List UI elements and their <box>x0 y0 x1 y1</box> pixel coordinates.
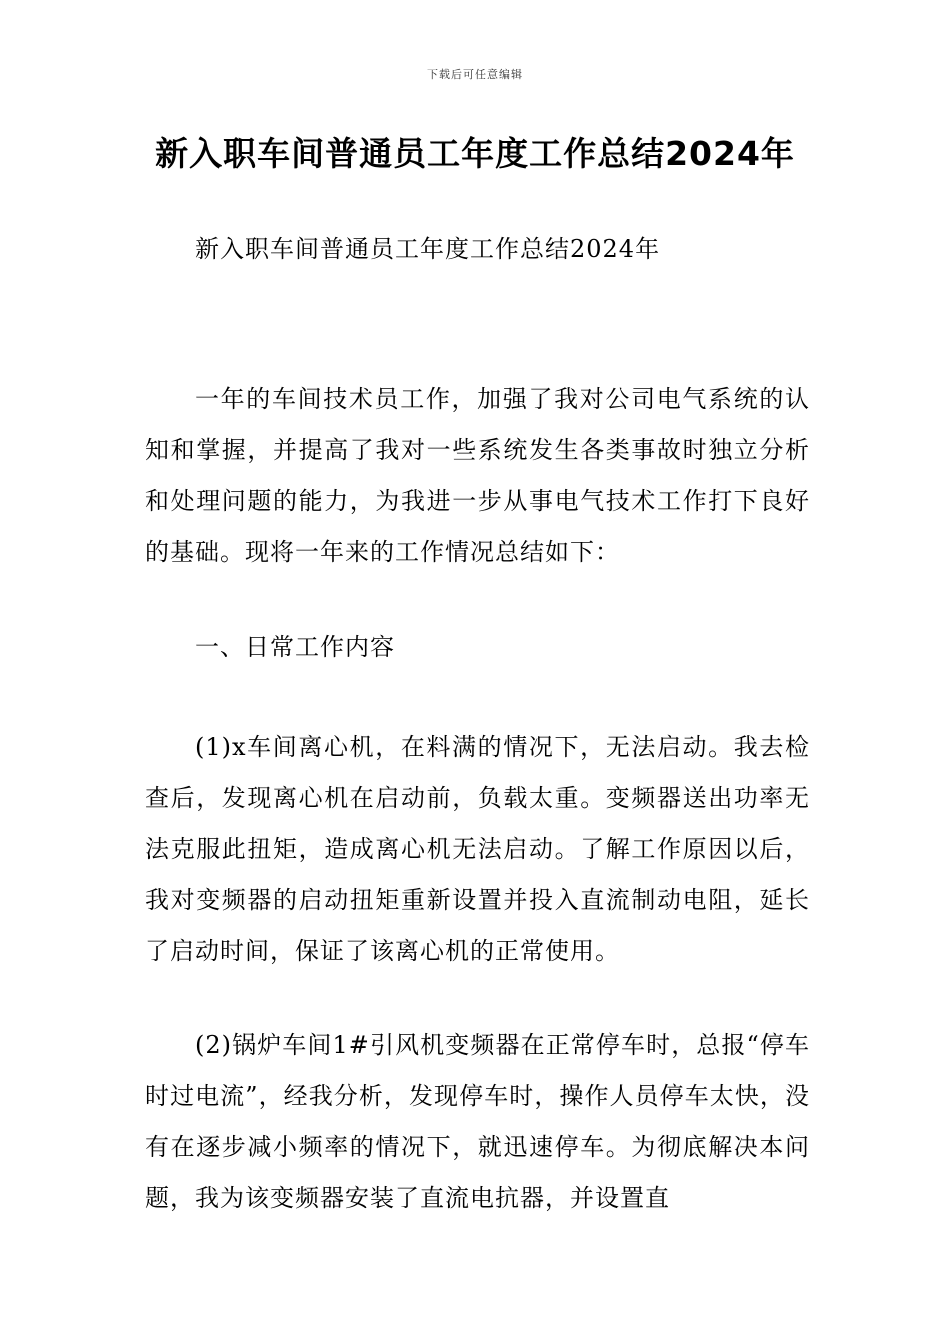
section-heading: 一、日常工作内容 <box>195 633 395 661</box>
document-title: 新入职车间普通员工年度工作总结2024年 <box>155 134 795 173</box>
paragraph-item-1: (1)x车间离心机，在料满的情况下，无法启动。我去检查后，发现离心机在启动前，负载太重。变频器送出功率无法克服此扭矩，造成离心机无法启动。了解工作原因以后，我对变频器的启动扭矩重新设置并投入直流制动电阻，延长了启动时间，保证了该离心机的正常使用。 <box>145 733 810 965</box>
intro-paragraph: 一年的车间技术员工作，加强了我对公司电气系统的认知和掌握，并提高了我对一些系统发生各类事故时独立分析和处理问题的能力，为我进一步从事电气技术工作打下良好的基础。现将一年来的工作情况总结如下： <box>145 385 810 566</box>
paragraph-item-2: (2)锅炉车间1#引风机变频器在正常停车时，总报“停车时过电流”，经我分析，发现停车时，操作人员停车太快，没有在逐步减小频率的情况下，就迅速停车。为彻底解决本问题，我为该变频器安装了直流电抗器，并设置直 <box>145 1031 810 1212</box>
document-subtitle: 新入职车间普通员工年度工作总结2024年 <box>195 235 661 263</box>
header-note: 下载后可任意编辑 <box>427 68 523 81</box>
